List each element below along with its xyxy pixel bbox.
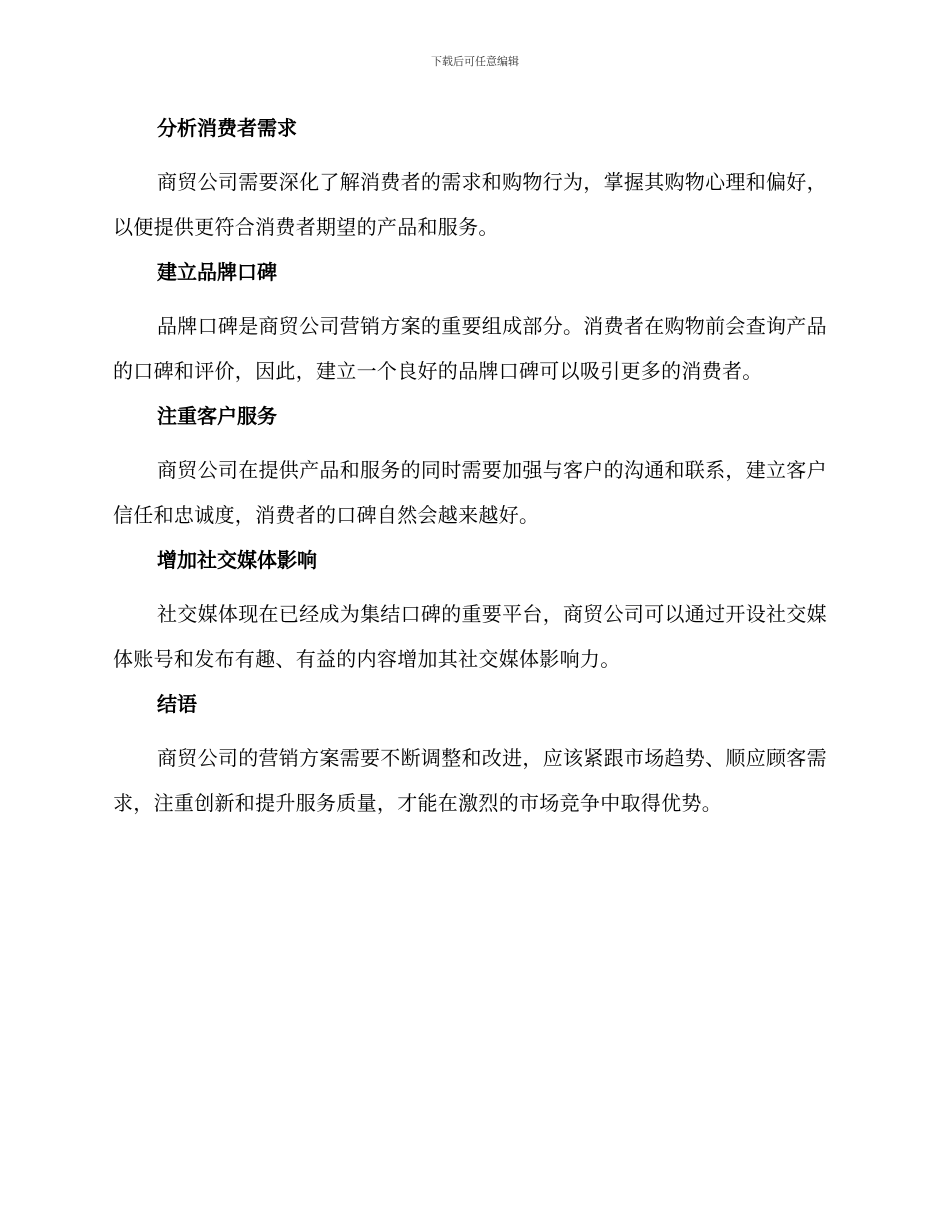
section-paragraph: 商贸公司的营销方案需要不断调整和改进，应该紧跟市场趋势、顺应顾客需求，注重创新和提升服务质量，才能在激烈的市场竞争中取得优势。: [113, 746, 827, 815]
section-heading: 分析消费者需求: [157, 116, 297, 140]
section-heading: 注重客户服务: [157, 404, 277, 428]
section-paragraph: 商贸公司需要深化了解消费者的需求和购物行为，掌握其购物心理和偏好，以便提供更符合消费者期望的产品和服务。: [113, 170, 827, 239]
section-brand-reputation: [113, 254, 833, 394]
section-paragraph: 社交媒体现在已经成为集结口碑的重要平台，商贸公司可以通过开设社交媒体账号和发布有趣、有益的内容增加其社交媒体影响力。: [113, 602, 827, 671]
document-body: [113, 110, 833, 830]
section-paragraph: 商贸公司在提供产品和服务的同时需要加强与客户的沟通和联系，建立客户信任和忠诚度，消费者的口碑自然会越来越好。: [113, 458, 827, 527]
page-header: 下载后可任意编辑: [431, 55, 519, 68]
section-heading: 建立品牌口碑: [157, 260, 277, 284]
section-social-media: [113, 542, 833, 682]
section-heading: 增加社交媒体影响: [157, 548, 317, 572]
section-paragraph: 品牌口碑是商贸公司营销方案的重要组成部分。消费者在购物前会查询产品的口碑和评价，因此，建立一个良好的品牌口碑可以吸引更多的消费者。: [113, 314, 827, 383]
section-analyze-consumer-needs: [113, 110, 833, 250]
section-conclusion: [113, 686, 833, 826]
section-customer-service: [113, 398, 833, 538]
section-heading: 结语: [157, 692, 197, 716]
